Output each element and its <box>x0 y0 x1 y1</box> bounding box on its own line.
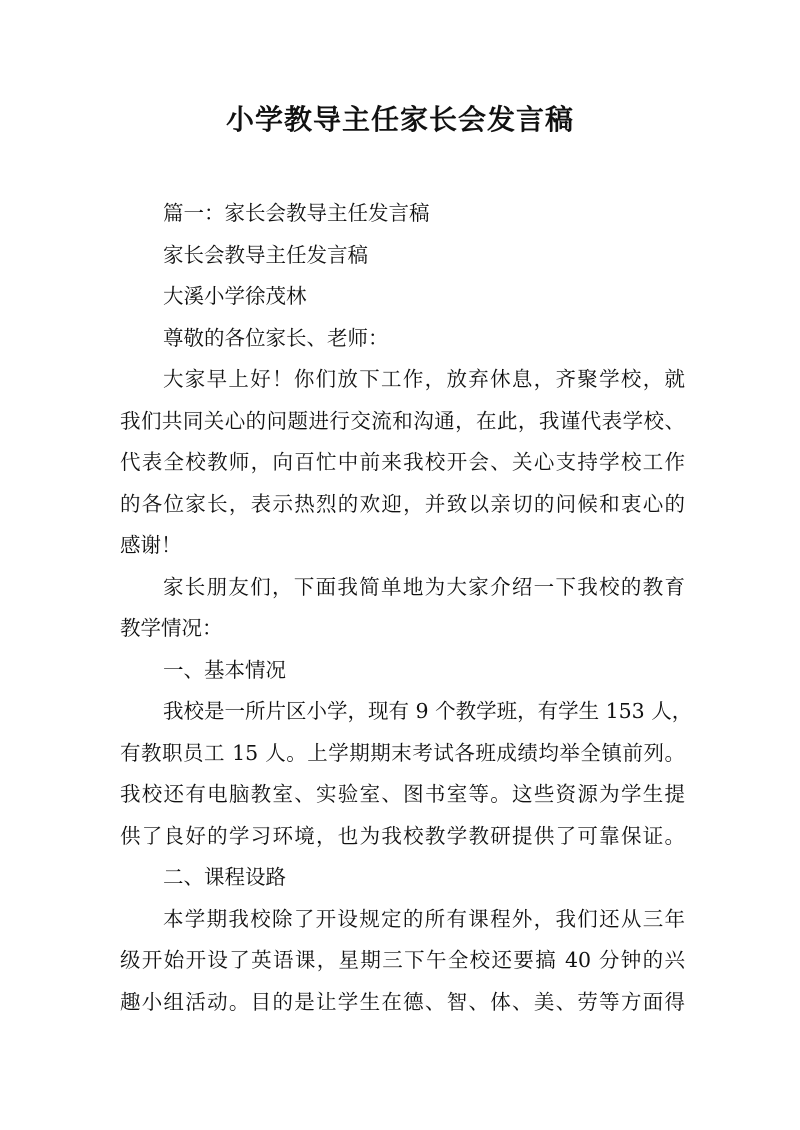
paragraph-line: 大家早上好！你们放下工作，放弃休息，齐聚学校，就 <box>163 367 685 391</box>
paragraph-line: 的各位家长，表示热烈的欢迎，并致以亲切的问候和衷心的 <box>120 491 685 516</box>
paragraph-line: 供了良好的学习环境，也为我校教学教研提供了可靠保证。 <box>120 823 685 848</box>
subsection-heading: 二、课程设路 <box>163 865 286 889</box>
paragraph-line: 教学情况： <box>120 616 223 640</box>
paragraph-line: 家长朋友们，下面我简单地为大家介绍一下我校的教育 <box>163 574 685 599</box>
salutation: 尊敬的各位家长、老师： <box>163 325 389 350</box>
paragraph-line: 本学期我校除了开设规定的所有课程外，我们还从三年 <box>163 906 685 931</box>
paragraph-line: 我校是一所片区小学，现有 9 个教学班，有学生 153 人， <box>163 699 693 723</box>
paragraph-line: 代表全校教师，向百忙中前来我校开会、关心支持学校工作 <box>120 450 685 474</box>
document-body <box>120 193 693 1023</box>
paragraph-line: 级开始开设了英语课，星期三下午全校还要搞 40 分钟的兴 <box>120 948 685 972</box>
paragraph-line: 我校还有电脑教室、实验室、图书室等。这些资源为学生提 <box>120 782 685 806</box>
paragraph-line: 有教职员工 15 人。上学期期末考试各班成绩均举全镇前列。 <box>120 740 685 765</box>
subsection-heading: 一、基本情况 <box>163 657 286 682</box>
paragraph-line: 我们共同关心的问题进行交流和沟通，在此，我谨代表学校、 <box>120 408 685 433</box>
speech-title: 家长会教导主任发言稿 <box>163 242 368 267</box>
document-title: 小学教导主任家长会发言稿 <box>225 103 574 136</box>
paragraph-line: 感谢！ <box>120 533 182 557</box>
paragraph-line: 趣小组活动。目的是让学生在德、智、体、美、劳等方面得 <box>120 989 685 1014</box>
speech-author: 大溪小学徐茂林 <box>163 284 307 308</box>
section-heading: 篇一：家长会教导主任发言稿 <box>163 201 430 225</box>
